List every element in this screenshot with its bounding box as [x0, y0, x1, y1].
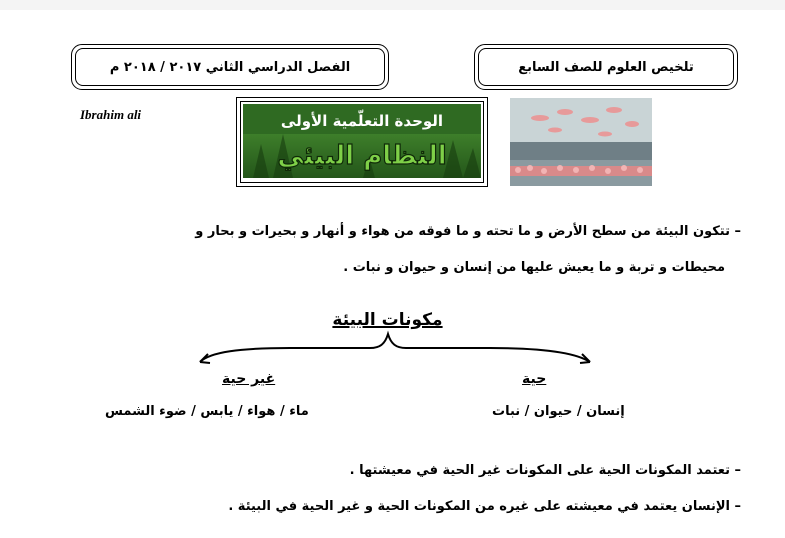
unit-banner: [236, 97, 488, 187]
paragraph-2: – تعتمد المكونات الحية على المكونات غير الحية في معيشتها .: [349, 463, 741, 478]
nonliving-items: ماء / هواء / يابس / ضوء الشمس: [105, 404, 309, 419]
author-name: Ibrahim ali: [80, 107, 142, 122]
living-heading: حية: [522, 371, 547, 387]
subject-title: تلخيص العلوم للصف السابع: [478, 48, 734, 86]
term-title-box: [71, 44, 389, 90]
paragraph-3: – الإنسان يعتمد في معيشته على غيره من المكونات الحية و غير الحية في البيئة .: [228, 499, 741, 514]
paragraph-1-line-2: محيطات و تربة و ما يعيش عليها من إنسان و حيوان و نبات .: [343, 260, 725, 275]
living-items: إنسان / حيوان / نبات: [492, 404, 625, 419]
paragraph-1-line-1: – تتكون البيئة من سطح الأرض و ما تحته و ما فوقه من هواء و أنهار و بحيرات و بحار و: [195, 224, 741, 239]
banner-line2: النظام البيئي: [277, 141, 447, 171]
top-strip: [0, 0, 785, 10]
flamingo-image: [510, 98, 652, 186]
diagram-title: مكونات البيئة: [332, 310, 443, 330]
banner-line1: الوحدة التعلّمية الأولى: [280, 112, 444, 130]
nonliving-heading: غير حية: [222, 371, 276, 387]
banner-image: [243, 104, 481, 178]
flamingo-photo: [510, 98, 652, 186]
term-title: الفصل الدراسي الثاني ٢٠١٧ / ٢٠١٨ م: [75, 48, 385, 86]
subject-title-box: [474, 44, 738, 90]
components-brace: [180, 330, 610, 370]
